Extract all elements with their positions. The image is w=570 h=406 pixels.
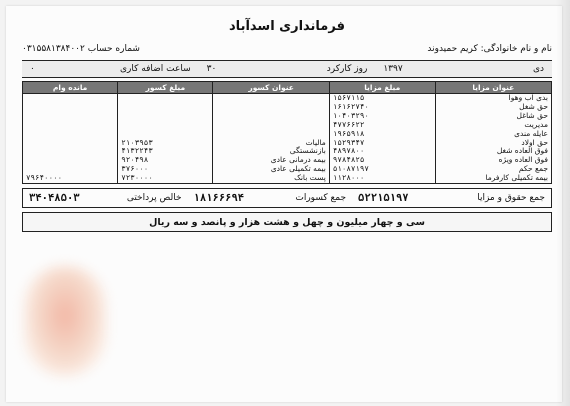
deduction-title: بازنشستگی: [213, 147, 329, 156]
deduction-title: بیمه درمانی عادی: [213, 156, 329, 165]
overtime-label: ساعت اضافه کاری: [120, 64, 191, 74]
deduction-amount: ۴۱۳۲۲۴۳: [118, 147, 213, 156]
employee-name-label: نام و نام خانوادگی:: [480, 44, 552, 54]
loan-balance: [23, 94, 118, 103]
benefit-title: حق اولاد: [435, 139, 551, 148]
table-row: [23, 112, 552, 121]
benefit-title: عایله مندی: [435, 130, 551, 139]
benefit-amount: ۱۶۱۶۲۷۴۰: [329, 103, 435, 112]
total-benefits-label: جمع حقوق و مزایا: [477, 193, 545, 204]
table-row: [23, 121, 552, 130]
deduction-title: مالیات: [213, 139, 329, 148]
account-label: شماره حساب: [87, 44, 140, 54]
account-number: [22, 44, 140, 54]
totals-bar: [22, 188, 552, 208]
benefit-amount: ۹۷۸۴۸۲۵: [329, 156, 435, 165]
table-row: [23, 94, 552, 103]
benefit-amount: ۴۸۹۷۸۰۰: [329, 147, 435, 156]
benefit-amount: ۵۱۰۸۷۱۹۷: [329, 165, 435, 174]
workdays-value: ۳۰: [206, 64, 217, 74]
deduction-title: پست بانک: [213, 174, 329, 183]
loan-balance: [23, 130, 118, 139]
deduction-amount: [118, 94, 213, 103]
deduction-title: [213, 94, 329, 103]
total-deductions-label: جمع کسورات: [295, 193, 347, 204]
employee-row: [22, 44, 552, 54]
table-row: [23, 103, 552, 112]
period-cell: [375, 64, 552, 74]
loan-balance: [23, 156, 118, 165]
benefit-amount: ۱۱۲۸۰۰۰: [329, 174, 435, 183]
benefit-title: فوق العاده ویژه: [435, 156, 551, 165]
deduction-amount: ۹۲۰۴۹۸: [118, 156, 213, 165]
table-row: [23, 130, 552, 139]
blurred-photo: [24, 266, 106, 376]
deduction-amount: [118, 121, 213, 130]
deduction-amount: ۲۱۰۳۹۵۳: [118, 139, 213, 148]
table-row: [23, 174, 552, 183]
payroll-table: [22, 81, 552, 184]
deduction-title: [213, 121, 329, 130]
table-row: [23, 165, 552, 174]
benefit-title: بیمه تکمیلی کارفرما: [435, 174, 551, 183]
table-row: [23, 139, 552, 148]
deduction-title: بیمه تکمیلی عادی: [213, 165, 329, 174]
employee-name: [427, 44, 552, 54]
year-value: ۱۳۹۷: [383, 64, 403, 74]
workdays-label: روز کارکرد: [326, 64, 368, 74]
total-deductions: [188, 192, 353, 204]
benefit-title: حق شغل: [435, 103, 551, 112]
net-pay-value: ۳۴۰۴۸۵۰۳: [29, 192, 80, 205]
net-pay: [23, 192, 188, 204]
benefit-amount: ۱۵۲۹۳۴۷: [329, 139, 435, 148]
workdays-cell: [199, 64, 376, 74]
benefit-title: فوق العاده شغل: [435, 147, 551, 156]
loan-balance: [23, 139, 118, 148]
benefit-amount: ۱۵۶۷۱۱۵: [329, 94, 435, 103]
col-loan-balance: مانده وام: [23, 82, 118, 94]
deduction-title: [213, 103, 329, 112]
benefit-amount: ۱۰۴۰۳۲۹۰: [329, 112, 435, 121]
benefit-amount: ۱۹۶۵۹۱۸: [329, 130, 435, 139]
payslip-content: [22, 19, 552, 232]
loan-balance: [23, 121, 118, 130]
payslip-sheet: [6, 6, 562, 402]
benefit-title: حق شاغل: [435, 112, 551, 121]
loan-balance: [23, 103, 118, 112]
deduction-amount: ۷۲۳۰۰۰۰: [118, 174, 213, 183]
total-deductions-value: ۱۸۱۶۶۶۹۴: [193, 192, 245, 205]
page-shadow: [556, 0, 570, 406]
total-benefits: [352, 192, 551, 204]
overtime-value: ۰: [29, 64, 35, 74]
benefit-title: مدیریت: [435, 121, 551, 130]
col-deduction-amount: مبلغ کسور: [118, 82, 213, 94]
period-bar: [22, 60, 552, 78]
loan-balance: ۷۹۶۴۰۰۰۰: [23, 174, 118, 183]
document-title: فرمانداری اسدآباد: [229, 19, 345, 34]
net-pay-label: خالص پرداختی: [126, 193, 182, 204]
col-deduction-title: عنوان کسور: [213, 82, 329, 94]
month-label: دی: [532, 64, 544, 74]
deduction-amount: [118, 112, 213, 121]
benefit-amount: ۴۷۷۶۶۲۲: [329, 121, 435, 130]
employee-name-value: کریم حمیدوند: [427, 44, 478, 54]
amount-in-words: سی و چهار میلیون و چهل و هشت هزار و پانصد و سه ریال: [22, 212, 552, 232]
loan-balance: [23, 112, 118, 121]
col-benefit-amount: مبلغ مزایا: [329, 82, 435, 94]
deduction-title: [213, 112, 329, 121]
col-benefit-title: عنوان مزایا: [435, 82, 551, 94]
benefit-title: بدی آب وهوا: [435, 94, 551, 103]
table-header-row: [23, 82, 552, 94]
overtime-cell: [22, 64, 199, 74]
loan-balance: [23, 147, 118, 156]
benefit-title: جمع حکم: [435, 165, 551, 174]
deduction-amount: ۳۷۶۰۰۰: [118, 165, 213, 174]
deduction-amount: [118, 103, 213, 112]
account-value: ۰۳۱۵۵۸۱۳۸۴۰۰۲: [22, 44, 85, 54]
total-benefits-value: ۵۲۲۱۵۱۹۷: [358, 192, 409, 205]
